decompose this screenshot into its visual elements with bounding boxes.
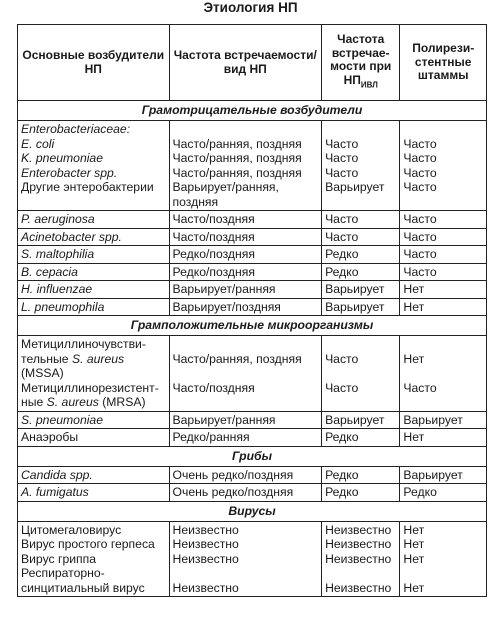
resistance-cell: Варьирует bbox=[400, 411, 487, 429]
pathogen-cell: L. pneumophila bbox=[18, 298, 170, 316]
ventilation-cell: Часто bbox=[322, 211, 400, 229]
pathogen-cell: H. influenzae bbox=[18, 281, 170, 299]
header-col3-sub: ИВЛ bbox=[360, 80, 378, 90]
table-row bbox=[18, 429, 487, 447]
table-row bbox=[18, 281, 487, 299]
section-gram-positive: Грамположительные микроорганизмы bbox=[18, 316, 487, 336]
ventilation-cell: Варьирует bbox=[322, 298, 400, 316]
resistance-cell: Часто bbox=[400, 228, 487, 246]
table-row bbox=[18, 298, 487, 316]
pathogen-kpneumoniae: K. pneumoniae bbox=[21, 151, 103, 165]
pathogen-cell bbox=[18, 336, 170, 412]
mrsa-text: ные bbox=[21, 395, 47, 409]
section-fungi: Грибы bbox=[18, 446, 487, 466]
section-row bbox=[18, 101, 487, 121]
frequency-cell: Очень редко/поздняя bbox=[169, 466, 322, 484]
table-row bbox=[18, 228, 487, 246]
pathogen-other-entero: Другие энтеробактерии bbox=[21, 180, 154, 194]
frequency-cell: Часто/ранняя, поздняя Часто/ранняя, поздняя Часто/ранняя, поздняя Варьирует/ранняя, поздняя bbox=[169, 121, 322, 211]
enterobacteriaceae-label: Enterobacteriaceae: bbox=[21, 122, 131, 136]
ventilation-cell: Варьирует bbox=[322, 281, 400, 299]
ventilation-cell: Редко bbox=[322, 484, 400, 502]
mrsa-abbr: (MRSA) bbox=[98, 395, 146, 409]
ventilation-cell: Часто Часто Часто Варьирует bbox=[322, 121, 400, 211]
resistance-cell bbox=[400, 336, 487, 412]
mssa-text: тельные bbox=[21, 351, 72, 366]
header-frequency-type: Частота встречаемости/ вид НП bbox=[169, 25, 322, 101]
section-row bbox=[18, 501, 487, 521]
resistance-cell: Часто bbox=[400, 211, 487, 229]
table-row bbox=[18, 263, 487, 281]
header-pathogens: Основные возбудители НП bbox=[18, 25, 170, 101]
frequency-cell: Редко/поздняя bbox=[169, 263, 322, 281]
mssa-line-2 bbox=[21, 352, 166, 381]
mrsa-line-1: Метициллинорезистент- bbox=[21, 380, 159, 395]
resistance-cell: Варьирует bbox=[400, 466, 487, 484]
header-row bbox=[18, 25, 487, 101]
frequency-cell: Редко/поздняя bbox=[169, 246, 322, 264]
frequency-cell: Часто/поздняя bbox=[169, 228, 322, 246]
resistance-cell: Часто bbox=[400, 246, 487, 264]
pathogen-cell: Цитомегаловирус Вирус простого герпеса Вирус гриппа Респираторно- синцитиальный вирус bbox=[18, 521, 170, 597]
table-row bbox=[18, 121, 487, 211]
section-gram-negative: Грамотрицательные возбудители bbox=[18, 101, 487, 121]
table-row bbox=[18, 484, 487, 502]
mssa-resistance: Нет bbox=[403, 351, 425, 366]
table-row bbox=[18, 336, 487, 412]
resistance-cell: Нет bbox=[400, 298, 487, 316]
pathogen-enterobacter: Enterobacter spp. bbox=[21, 165, 118, 180]
pathogen-ecoli: E. coli bbox=[21, 136, 55, 151]
resistance-cell: Нет bbox=[400, 429, 487, 447]
pathogen-cell: S. pneumoniae bbox=[18, 411, 170, 429]
resistance-cell: Часто bbox=[400, 263, 487, 281]
section-row bbox=[18, 316, 487, 336]
frequency-cell bbox=[169, 336, 322, 412]
ventilation-cell: Неизвестно Неизвестно Неизвестно Неизвестно bbox=[322, 521, 400, 597]
header-frequency-ventilation bbox=[322, 25, 400, 101]
mrsa-line-2 bbox=[21, 395, 166, 410]
pathogen-cell: S. maltophilia bbox=[18, 246, 170, 264]
pathogen-cell bbox=[18, 121, 170, 211]
resistance-cell: Нет bbox=[400, 281, 487, 299]
table-row bbox=[18, 466, 487, 484]
frequency-cell: Варьирует/ранняя bbox=[169, 411, 322, 429]
table-row bbox=[18, 411, 487, 429]
section-row bbox=[18, 446, 487, 466]
header-col3-text: Частота встречае-мости при НП bbox=[330, 32, 392, 87]
mssa-line-1: Метициллиночувстви- bbox=[21, 337, 146, 351]
header-resistant-strains: Полирези-стентные штаммы bbox=[400, 25, 487, 101]
mssa-frequency: Часто/ранняя, поздняя bbox=[172, 351, 302, 366]
frequency-cell: Очень редко/поздняя bbox=[169, 484, 322, 502]
ventilation-cell: Редко bbox=[322, 263, 400, 281]
ventilation-cell: Варьирует bbox=[322, 411, 400, 429]
mrsa-resistance: Часто bbox=[403, 380, 437, 395]
resistance-cell: Редко bbox=[400, 484, 487, 502]
frequency-cell: Варьирует/ранняя bbox=[169, 281, 322, 299]
ventilation-cell bbox=[322, 336, 400, 412]
mrsa-frequency: Часто/поздняя bbox=[172, 380, 255, 395]
pathogen-cell: Анаэробы bbox=[18, 429, 170, 447]
ventilation-cell: Редко bbox=[322, 429, 400, 447]
mssa-abbr: (MSSA) bbox=[21, 366, 64, 380]
ventilation-cell: Редко bbox=[322, 246, 400, 264]
mrsa-ventilation: Часто bbox=[325, 380, 359, 395]
pathogen-cell: Candida spp. bbox=[18, 466, 170, 484]
resistance-cell: Часто Часто Часто Часто bbox=[400, 121, 487, 211]
table-row bbox=[18, 521, 487, 597]
mssa-ventilation: Часто bbox=[325, 351, 359, 366]
frequency-cell: Варьирует/поздняя bbox=[169, 298, 322, 316]
resistance-cell: Нет Нет Нет Нет bbox=[400, 521, 487, 597]
mssa-species: S. aureus bbox=[71, 351, 125, 366]
mrsa-species: S. aureus bbox=[46, 395, 99, 409]
pathogen-cell: A. fumigatus bbox=[18, 484, 170, 502]
ventilation-cell: Редко bbox=[322, 466, 400, 484]
section-viruses: Вирусы bbox=[18, 501, 487, 521]
frequency-cell: Часто/поздняя bbox=[169, 211, 322, 229]
table-row bbox=[18, 211, 487, 229]
frequency-cell: Неизвестно Неизвестно Неизвестно Неизвестно bbox=[169, 521, 322, 597]
pathogen-cell: Acinetobacter spp. bbox=[18, 228, 170, 246]
etiology-table bbox=[17, 24, 487, 597]
ventilation-cell: Часто bbox=[322, 228, 400, 246]
table-row bbox=[18, 246, 487, 264]
pathogen-cell: P. aeruginosa bbox=[18, 211, 170, 229]
pathogen-cell: B. cepacia bbox=[18, 263, 170, 281]
frequency-cell: Редко/ранняя bbox=[169, 429, 322, 447]
page-title: Этиология НП bbox=[203, 0, 298, 15]
